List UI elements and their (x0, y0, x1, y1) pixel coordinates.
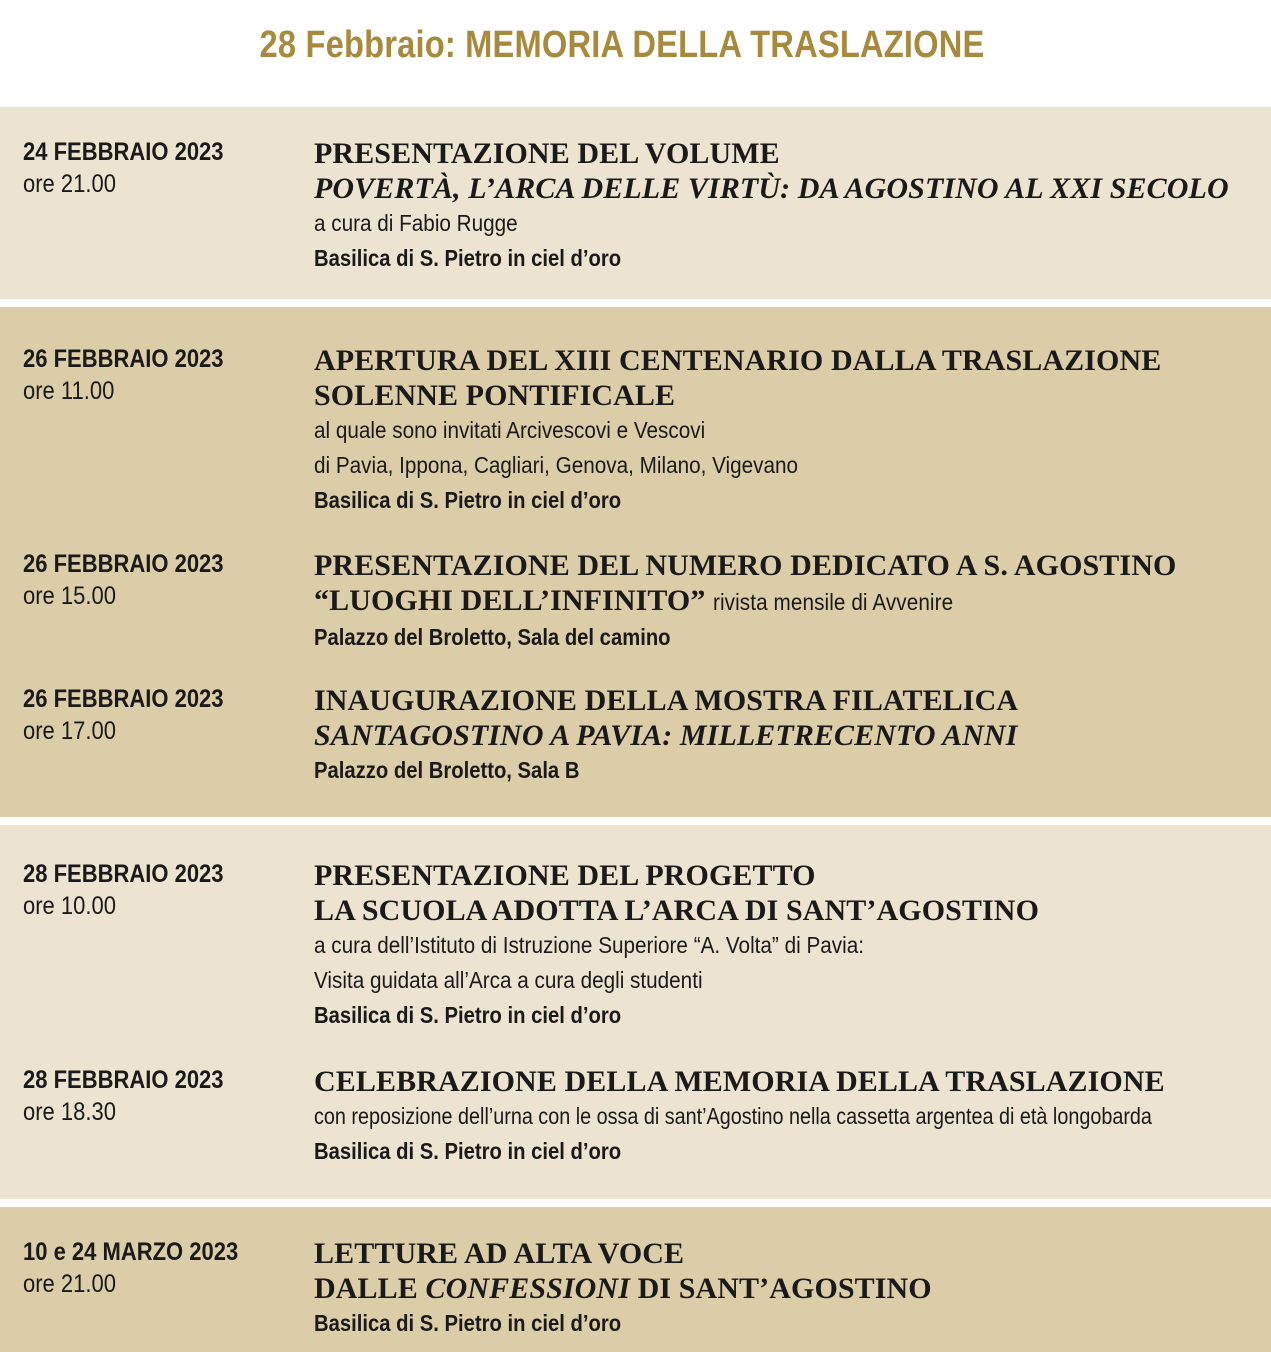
page-title: 28 Febbraio: MEMORIA DELLA TRASLAZIONE (259, 24, 985, 66)
event-title: LA SCUOLA ADOTTA L’ARCA DI SANT’AGOSTINO (314, 894, 1040, 927)
event-title-italic-part: CONFESSIONI (425, 1272, 630, 1305)
event-title: SOLENNE PONTIFICALE (314, 379, 676, 412)
event-description: con reposizione dell’urna con le ossa di sant’Agostino nella cassetta argentea di età longobarda (314, 1103, 1152, 1129)
event-description: di Pavia, Ippona, Cagliari, Genova, Milano, Vigevano (314, 452, 799, 478)
event-venue: Palazzo del Broletto, Sala del camino (314, 624, 671, 650)
event-title-pre: DALLE (314, 1272, 426, 1305)
event-venue: Basilica di S. Pietro in ciel d’oro (314, 1002, 622, 1028)
event-date: 26 FEBBRAIO 2023 (23, 345, 224, 373)
event-title: LETTURE AD ALTA VOCE (314, 1237, 685, 1270)
event-description: a cura di Fabio Rugge (314, 210, 518, 236)
event-date: 10 e 24 MARZO 2023 (23, 1238, 239, 1266)
event-date: 28 FEBBRAIO 2023 (23, 860, 224, 888)
event-date: 26 FEBBRAIO 2023 (23, 550, 224, 578)
event-title: APERTURA DEL XIII CENTENARIO DALLA TRASLAZIONE (314, 344, 1162, 377)
event-title: PRESENTAZIONE DEL VOLUME (314, 137, 780, 170)
event-title-post: DI SANT’AGOSTINO (629, 1272, 932, 1305)
event-title: INAUGURAZIONE DELLA MOSTRA FILATELICA (314, 684, 1019, 717)
event-date: 24 FEBBRAIO 2023 (23, 138, 224, 166)
event-title: CELEBRAZIONE DELLA MEMORIA DELLA TRASLAZIONE (314, 1065, 1165, 1098)
event-time: ore 21.00 (23, 1270, 116, 1298)
event-time: ore 15.00 (23, 582, 116, 610)
event-time: ore 10.00 (23, 892, 116, 920)
event-venue: Palazzo del Broletto, Sala B (314, 757, 580, 783)
event-venue: Basilica di S. Pietro in ciel d’oro (314, 1310, 622, 1336)
event-title-with-note (314, 583, 1264, 620)
event-title-quote: “LUOGHI DELL’INFINITO” (314, 584, 706, 617)
event-description: al quale sono invitati Arcivescovi e Vescovi (314, 417, 706, 443)
event-time: ore 17.00 (23, 717, 116, 745)
event-description: Visita guidata all’Arca a cura degli studenti (314, 967, 703, 993)
event-venue: Basilica di S. Pietro in ciel d’oro (314, 245, 622, 271)
event-date: 26 FEBBRAIO 2023 (23, 685, 224, 713)
event-title-italic: SANTAGOSTINO A PAVIA: MILLETRECENTO ANNI (314, 719, 1018, 752)
event-title-note: rivista mensile di Avvenire (713, 589, 954, 615)
event-time: ore 21.00 (23, 170, 116, 198)
event-venue: Basilica di S. Pietro in ciel d’oro (314, 487, 622, 513)
event-date: 28 FEBBRAIO 2023 (23, 1066, 224, 1094)
event-description: a cura dell’Istituto di Istruzione Superiore “A. Volta” di Pavia: (314, 932, 864, 958)
event-title: PRESENTAZIONE DEL PROGETTO (314, 859, 816, 892)
event-venue: Basilica di S. Pietro in ciel d’oro (314, 1138, 622, 1164)
event-title-italic: POVERTÀ, L’ARCA DELLE VIRTÙ: DA AGOSTINO AL XXI SECOLO (314, 172, 1229, 205)
event-title: PRESENTAZIONE DEL NUMERO DEDICATO A S. AGOSTINO (314, 549, 1177, 582)
event-time: ore 18.30 (23, 1098, 116, 1126)
event-time: ore 11.00 (23, 377, 115, 405)
event-title-mixed (314, 1271, 1264, 1306)
